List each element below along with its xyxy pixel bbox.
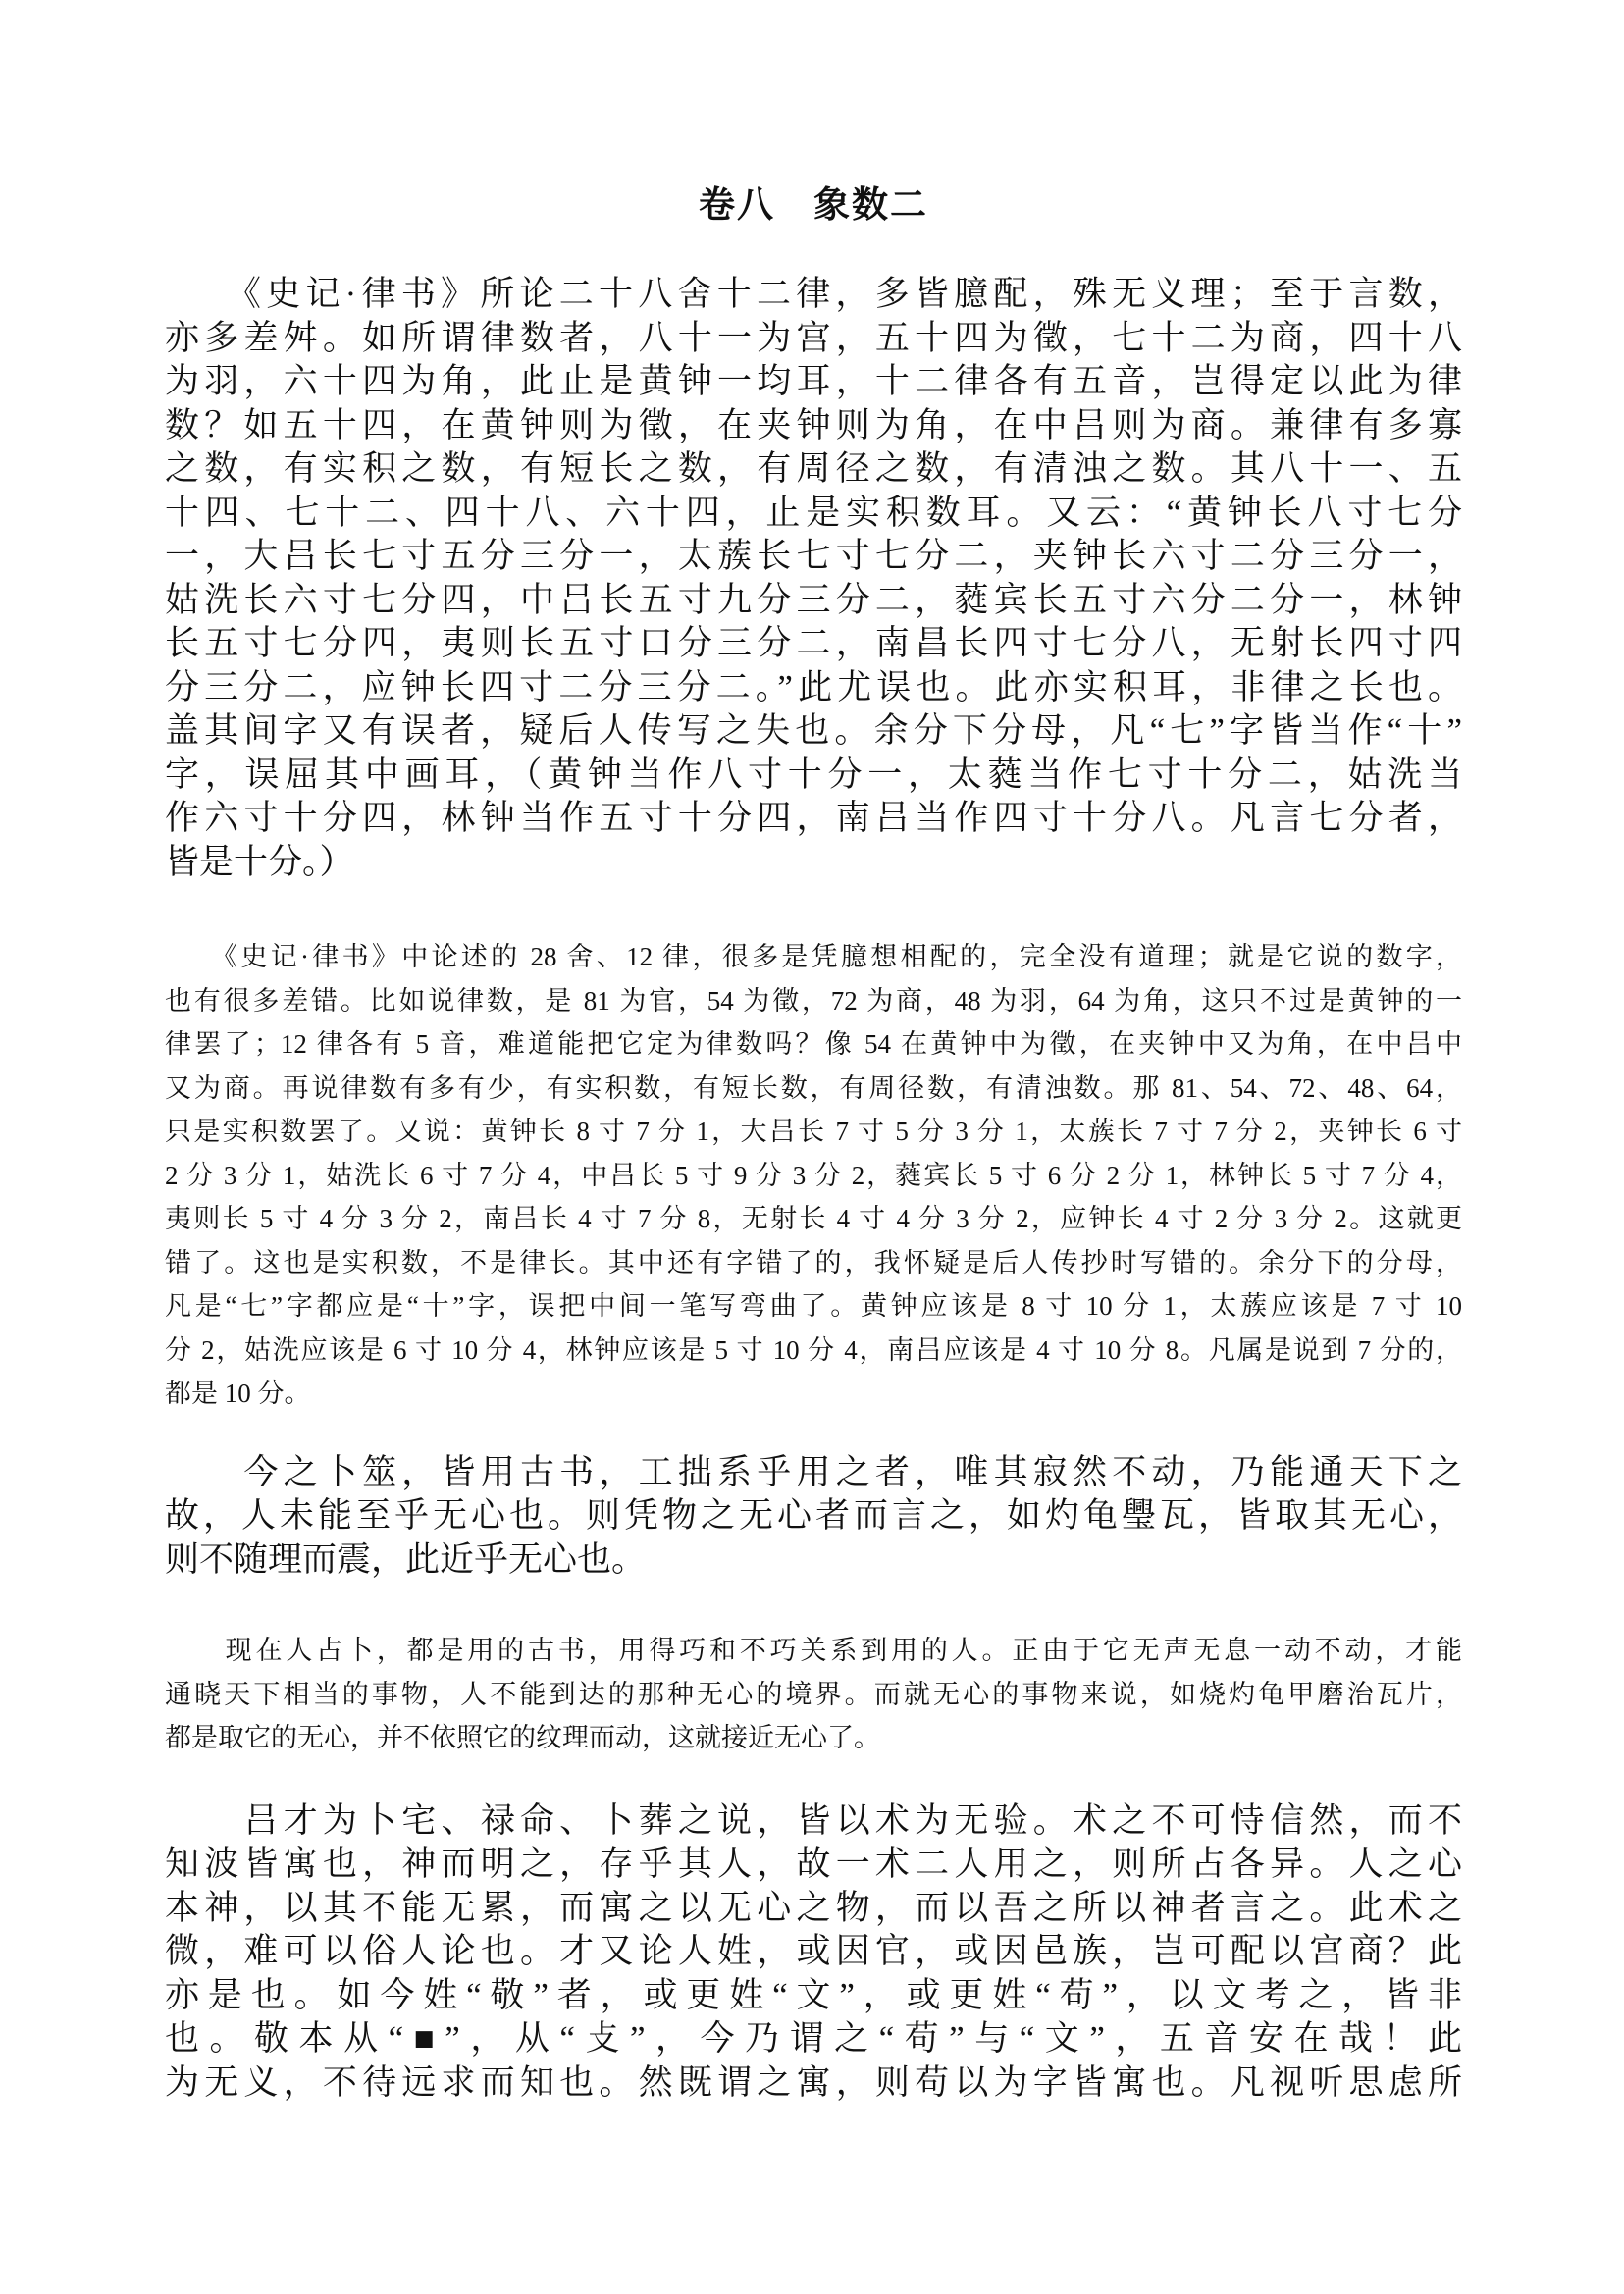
text-line: 又为商。再说律数有多有少，有实积数，有短长数，有周径数，有清浊数。那 81、54、72、48、64， xyxy=(165,1072,1462,1103)
text-line: 《史记·律书》所论二十八舍十二律，多皆臆配，殊无义理；至于言数， xyxy=(165,275,1462,313)
text-line: 亦是也。如今姓“敬”者，或更姓“文”，或更姓“苟”，以文考之，皆非 xyxy=(165,1975,1462,2014)
paragraph-4 xyxy=(165,1629,1462,1760)
text-line: 皆是十分。） xyxy=(165,842,354,881)
text-line: 知波皆寓也，神而明之，存乎其人，故一术二人用之，则所占各异。人之心 xyxy=(165,1845,1462,1883)
text-line: 微，难可以俗人论也。才又论人姓，或因官，或因邑族，岂可配以宫商？此 xyxy=(165,1932,1462,1970)
page-title: 卷八 象数二 xyxy=(699,184,928,225)
text-line: 盖其间字又有误者，疑后人传写之失也。余分下分母，凡“七”字皆当作“十” xyxy=(165,711,1462,750)
paragraph-3 xyxy=(165,1451,1462,1583)
text-line: 故，人未能至乎无心也。则凭物之无心者而言之，如灼龟璺瓦，皆取其无心， xyxy=(165,1496,1462,1535)
text-line: 数？如五十四，在黄钟则为徵，在夹钟则为角，在中吕则为商。兼律有多寡 xyxy=(165,405,1462,444)
text-line: 吕才为卜宅、禄命、卜葬之说，皆以术为无验。术之不可恃信然，而不 xyxy=(165,1800,1462,1840)
text-line: 之数，有实积之数，有短长之数，有周径之数，有清浊之数。其八十一、五 xyxy=(165,449,1462,488)
text-line: 一，大吕长七寸五分三分一，太蔟长七寸七分二，夹钟长六寸二分三分一， xyxy=(165,537,1462,575)
text-line: 都是取它的无心，并不依照它的纹理而动，这就接近无心了。 xyxy=(165,1723,880,1752)
text-line: 2 分 3 分 1，姑洗长 6 寸 7 分 4，中吕长 5 寸 9 分 3 分 2，蕤宾长 5 寸 6 分 2 分 1，林钟长 5 寸 7 分 4， xyxy=(165,1160,1462,1190)
text-line: 姑洗长六寸七分四，中吕长五寸九分三分二，蕤宾长五寸六分二分一，林钟 xyxy=(165,580,1462,619)
text-line: 十四、七十二、四十八、六十四，止是实积数耳。又云：“黄钟长八寸七分 xyxy=(165,493,1462,532)
text-line: 亦多差舛。如所谓律数者，八十一为宫，五十四为徵，七十二为商，四十八 xyxy=(165,318,1462,357)
text-line: 为无义，不待远求而知也。然既谓之寓，则苟以为字皆寓也。凡视听思虑所 xyxy=(165,2062,1462,2102)
text-line: 分 2，姑洗应该是 6 寸 10 分 4，林钟应该是 5 寸 10 分 4，南吕应该是 4 寸 10 分 8。凡属是说到 7 分的， xyxy=(165,1334,1462,1365)
text-line: 也。敬本从“■”，从“攴”，今乃谓之“苟”与“文”，五音安在哉！此 xyxy=(165,2019,1462,2058)
document-body xyxy=(165,273,1462,2105)
text-line: 错了。这也是实积数，不是律长。其中还有字错了的，我怀疑是后人传抄时写错的。余分下的分母， xyxy=(165,1247,1462,1277)
text-line: 字，误屈其中画耳，（黄钟当作八寸十分一，太蕤当作七寸十分二，姑洗当 xyxy=(165,755,1462,794)
text-line: 都是 10 分。 xyxy=(165,1379,311,1408)
text-line: 《史记·律书》中论述的 28 舍、12 律，很多是凭臆想相配的，完全没有道理；就是它说的数字， xyxy=(165,942,1462,971)
text-line: 夷则长 5 寸 4 分 3 分 2，南吕长 4 寸 7 分 8，无射长 4 寸 4 分 3 分 2，应钟长 4 寸 2 分 3 分 2。这就更 xyxy=(165,1204,1462,1233)
paragraph-1 xyxy=(165,273,1462,884)
document-page xyxy=(165,0,1462,2105)
text-line: 本神，以其不能无累，而寓之以无心之物，而以吾之所以神者言之。此术之 xyxy=(165,1888,1462,1927)
text-line: 则不随理而震，此近乎无心也。 xyxy=(165,1539,647,1579)
paragraph-2 xyxy=(165,935,1462,1416)
text-line: 也有很多差错。比如说律数，是 81 为官，54 为徵，72 为商，48 为羽，64 为角，这只不过是黄钟的一 xyxy=(165,985,1462,1016)
text-line: 凡是“七”字都应是“十”字，误把中间一笔写弯曲了。黄钟应该是 8 寸 10 分 1，太蔟应该是 7 寸 10 xyxy=(165,1291,1462,1321)
text-line: 现在人占卜，都是用的古书，用得巧和不巧关系到用的人。正由于它无声无息一动不动，才能 xyxy=(165,1636,1462,1665)
text-line: 长五寸七分四，夷则长五寸口分三分二，南昌长四寸七分八，无射长四寸四 xyxy=(165,624,1462,662)
text-line: 分三分二，应钟长四寸二分三分二。”此尤误也。此亦实积耳，非律之长也。 xyxy=(165,667,1462,706)
text-line: 为羽，六十四为角，此止是黄钟一均耳，十二律各有五音，岂得定以此为律 xyxy=(165,362,1462,400)
text-line: 律罢了；12 律各有 5 音，难道能把它定为律数吗？像 54 在黄钟中为徵，在夹钟中又为角，在中吕中 xyxy=(165,1029,1462,1059)
text-line: 只是实积数罢了。又说：黄钟长 8 寸 7 分 1，大吕长 7 寸 5 分 3 分 1，太蔟长 7 寸 7 分 2，夹钟长 6 寸 xyxy=(165,1117,1462,1146)
text-line: 通晓天下相当的事物，人不能到达的那种无心的境界。而就无心的事物来说，如烧灼龟甲磨治瓦片， xyxy=(165,1679,1462,1709)
text-line: 今之卜筮，皆用古书，工拙系乎用之者，唯其寂然不动，乃能通天下之 xyxy=(165,1452,1462,1491)
text-line: 作六寸十分四，林钟当作五寸十分四，南吕当作四寸十分八。凡言七分者， xyxy=(165,799,1462,837)
paragraph-5 xyxy=(165,1799,1462,2106)
